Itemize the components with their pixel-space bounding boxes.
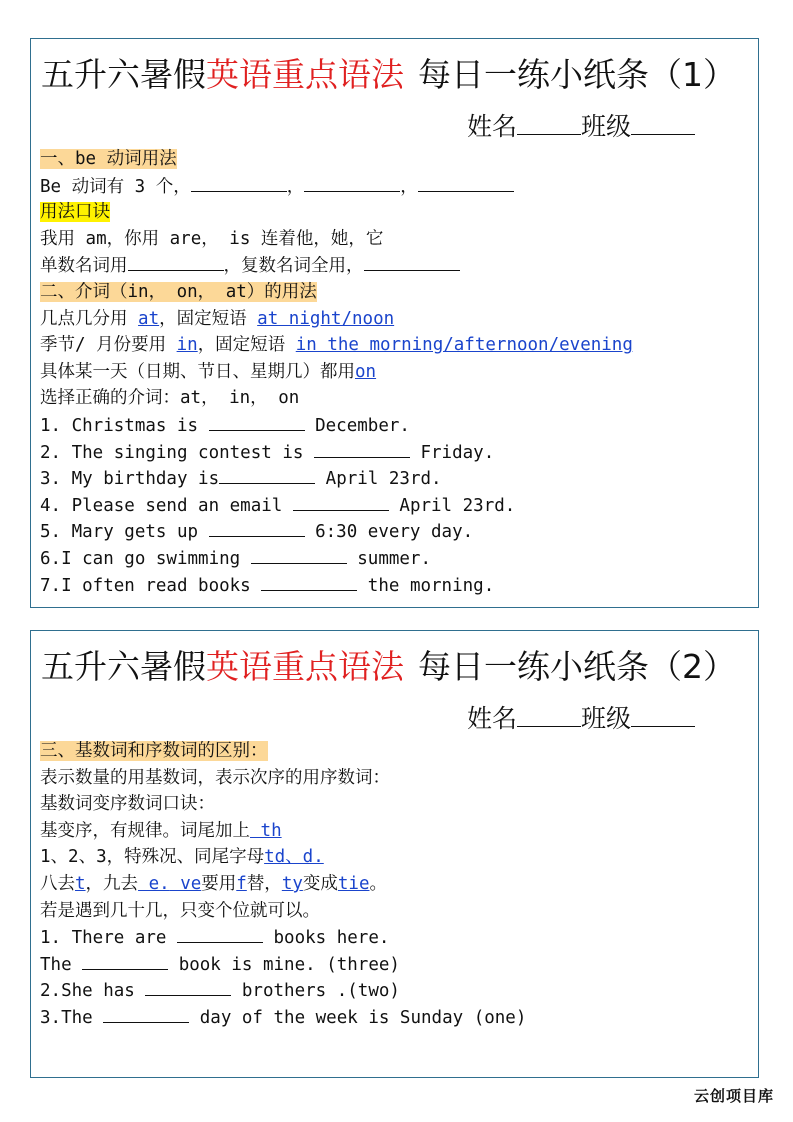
- rule-line: 基数词变序数词口诀：: [40, 794, 215, 815]
- exercise-item: 2.She has brothers .(two): [40, 977, 750, 1004]
- answer-blank[interactable]: [103, 1004, 189, 1023]
- answer-blank[interactable]: [82, 951, 168, 970]
- answer-blank[interactable]: [314, 439, 410, 458]
- answer-blank[interactable]: [251, 545, 347, 564]
- section-heading: 三、基数词和序数词的区别：: [40, 741, 268, 761]
- be-verb-line: Be 动词有 3 个， ， ，: [40, 173, 750, 200]
- name-label: 姓名: [467, 112, 518, 141]
- answer-blank[interactable]: [364, 252, 460, 271]
- rhyme-line: 我用 am，你用 are， is 连着他，她，它: [40, 228, 384, 249]
- section-heading: 一、be 动词用法: [40, 149, 177, 169]
- name-label: 姓名: [467, 704, 518, 733]
- answer-blank[interactable]: [128, 252, 224, 271]
- exercise-item: The book is mine. (three): [40, 951, 750, 978]
- exercise-item: 3. My birthday is April 23rd.: [40, 465, 750, 492]
- worksheet-card-2: [30, 630, 759, 1078]
- exercise-item: 6.I can go swimming summer.: [40, 545, 750, 572]
- answer-blank[interactable]: [177, 924, 263, 943]
- instruction: 选择正确的介词：at， in， on: [40, 388, 300, 409]
- card-title: 五升六暑假英语重点语法 每日一练小纸条（2）: [41, 647, 736, 686]
- exercise-item: 2. The singing contest is Friday.: [40, 439, 750, 466]
- card-body: [40, 738, 750, 1031]
- answer-blank[interactable]: [145, 977, 231, 996]
- answer-blank[interactable]: [191, 173, 287, 192]
- exercise-item: 5. Mary gets up 6:30 every day.: [40, 518, 750, 545]
- exercise-item: 3.The day of the week is Sunday (one): [40, 1004, 750, 1031]
- rule-line: 若是遇到几十几，只变个位就可以。: [40, 900, 320, 921]
- section-heading: 二、介词（in， on， at）的用法: [40, 281, 317, 302]
- class-label: 班级: [581, 704, 632, 733]
- card-body: [40, 146, 750, 598]
- rhyme-line: 单数名词用 ，复数名词全用，: [40, 252, 750, 279]
- rule-line: 1、2、3，特殊况、同尾字母td、d.: [40, 847, 324, 868]
- rhyme-heading: 用法口诀: [40, 202, 110, 223]
- answer-blank[interactable]: [304, 173, 400, 192]
- card-title: 五升六暑假英语重点语法 每日一练小纸条（1）: [41, 55, 736, 94]
- answer-blank[interactable]: [219, 465, 315, 484]
- footer-watermark: 云创项目库: [694, 1087, 775, 1105]
- name-blank[interactable]: [517, 112, 581, 135]
- exercise-item: 7.I often read books the morning.: [40, 572, 750, 599]
- worksheet-card-1: [30, 38, 759, 608]
- title-highlight: 英语重点语法: [206, 55, 404, 94]
- class-blank[interactable]: [631, 704, 695, 727]
- answer-blank[interactable]: [418, 173, 514, 192]
- rule-line: 表示数量的用基数词，表示次序的用序数词：: [40, 767, 390, 788]
- exercise-item: 4. Please send an email April 23rd.: [40, 492, 750, 519]
- answer-blank[interactable]: [209, 518, 305, 537]
- name-class-row: [467, 111, 695, 143]
- preposition-rule: 具体某一天（日期、节日、星期几）都用on: [40, 361, 377, 382]
- answer-blank[interactable]: [209, 412, 305, 431]
- class-blank[interactable]: [631, 112, 695, 135]
- name-blank[interactable]: [517, 704, 581, 727]
- answer-blank[interactable]: [293, 492, 389, 511]
- preposition-rule: 季节/ 月份要用 in，固定短语 in the morning/afternoon/evening: [40, 335, 633, 356]
- exercise-item: 1. Christmas is December.: [40, 412, 750, 439]
- exercise-item: 1. There are books here.: [40, 924, 750, 951]
- class-label: 班级: [581, 112, 632, 141]
- answer-blank[interactable]: [261, 572, 357, 591]
- preposition-rule: 几点几分用 at，固定短语 at night/noon: [40, 308, 395, 329]
- title-highlight: 英语重点语法: [206, 647, 404, 686]
- name-class-row: [467, 703, 695, 735]
- rule-line: 八去t，九去 e. ve要用f替，ty变成tie。: [40, 873, 387, 894]
- rule-line: 基变序，有规律。词尾加上 th: [40, 820, 282, 841]
